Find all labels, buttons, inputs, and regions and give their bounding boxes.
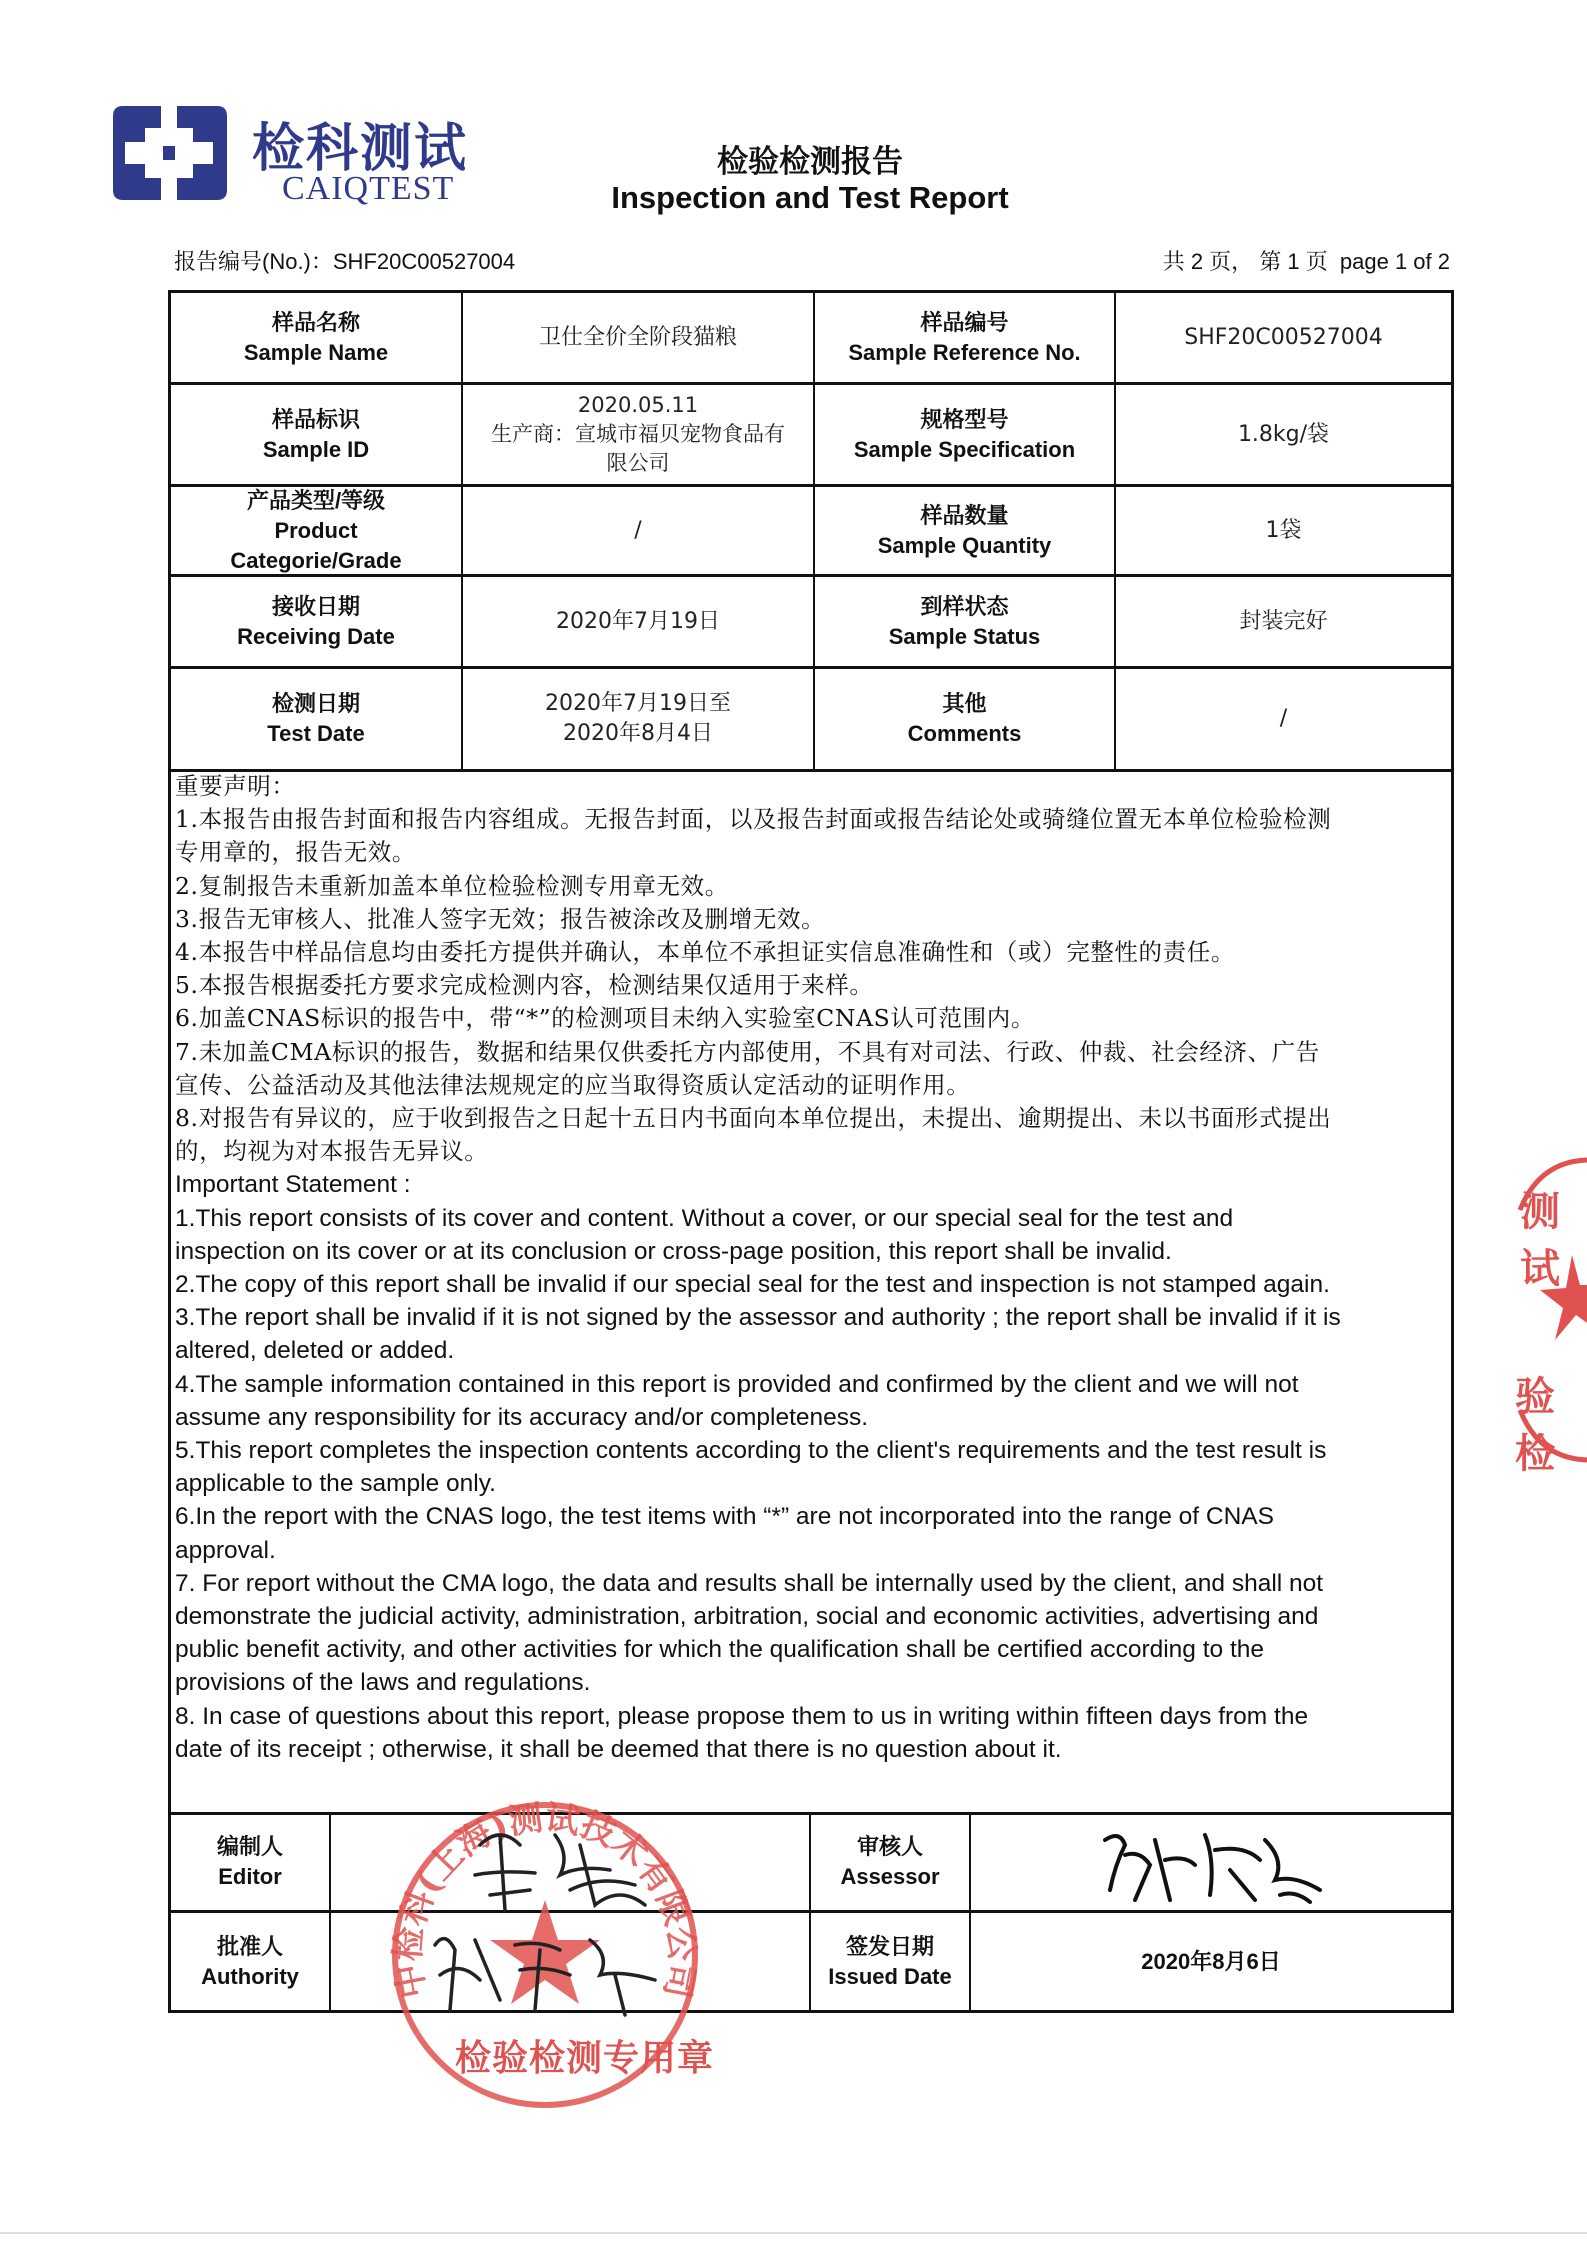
statement-line-en: provisions of the laws and regulations.: [175, 1669, 591, 1697]
sample-name-value: 卫仕全价全阶段猫粮: [463, 293, 815, 385]
sample-ref-label-en: Sample Reference No.: [848, 339, 1081, 365]
issued-date-label-cn: 签发日期: [845, 1933, 934, 1959]
sample-info-table: [168, 290, 1454, 772]
sample-id-value: [463, 385, 815, 487]
comments-label-cn: 其他: [942, 691, 987, 716]
brand-name-cn: 检科测试: [252, 118, 469, 179]
category-label-en-cont: Categorie/Grade: [230, 547, 402, 573]
authority-label-cn: 批准人: [216, 1933, 283, 1959]
category-value: /: [463, 487, 815, 577]
statement-line-en: 2.The copy of this report shall be invalid if our special seal for the test and inspection is not stamped again.: [175, 1271, 1330, 1299]
seal-ring-text: 中检科(上海)测试技术有限公司: [388, 1798, 702, 2002]
sample-id-manufacturer-cont: 限公司: [606, 451, 670, 475]
report-title-en: Inspection and Test Report: [611, 180, 1009, 215]
issued-date-label-en: Issued Date: [828, 1963, 952, 1989]
statement-line-en: approval.: [175, 1536, 276, 1564]
statement-line: 4.本报告中样品信息均由委托方提供并确认，本单位不承担证实信息准确性和（或）完整性的责任。: [175, 938, 1235, 967]
statement-line-en: date of its receipt ; otherwise, it shall be deemed that there is no question about it.: [175, 1735, 1062, 1763]
sample-id-label-cn: 样品标识: [271, 406, 360, 432]
statement-line-en: 3.The report shall be invalid if it is not signed by the assessor and authority ; the report shall be invalid if it is: [175, 1304, 1341, 1332]
statement-line: 宣传、公益活动及其他法律法规规定的应当取得资质认定活动的证明作用。: [175, 1070, 971, 1099]
statement-line: 8.对报告有异议的，应于收到报告之日起十五日内书面向本单位提出，未提出、逾期提出、未以书面形式提出: [175, 1104, 1332, 1133]
statement-line-en: inspection on its cover or at its conclusion or cross-page position, this report shall be invalid.: [175, 1237, 1172, 1265]
authority-label: [171, 1913, 331, 2010]
statement-line-en: 4.The sample information contained in this report is provided and confirmed by the client and we will not: [175, 1370, 1299, 1398]
sample-ref-label-cn: 样品编号: [920, 309, 1009, 335]
editor-label: [171, 1813, 331, 1913]
comments-label: [815, 669, 1116, 769]
category-label: [171, 487, 463, 577]
statement-line-en: public benefit activity, and other activities for which the qualification shall be certified according to the: [175, 1636, 1265, 1664]
statement-line-en: Important Statement :: [175, 1171, 411, 1199]
sample-status-label-en: Sample Status: [888, 623, 1041, 649]
statement-line: 5.本报告根据委托方要求完成检测内容，检测结果仅适用于来样。: [175, 971, 874, 1000]
test-date-label-cn: 检测日期: [271, 691, 360, 716]
test-date-value: [463, 669, 815, 769]
spec-label-en: Sample Specification: [853, 436, 1076, 462]
spec-label: [815, 385, 1116, 487]
sample-id-manufacturer: 生产商：宣城市福贝宠物食品有: [491, 422, 785, 446]
sample-name-label-en: Sample Name: [243, 339, 389, 365]
receiving-date-label-en: Receiving Date: [237, 623, 395, 649]
statement-line-en: 1.This report consists of its cover and content. Without a cover, or our special seal for the test and: [175, 1204, 1234, 1232]
statement-line-en: altered, deleted or added.: [175, 1337, 455, 1365]
sample-status-value: 封装完好: [1116, 577, 1451, 669]
page-indicator: [1157, 245, 1450, 276]
statement-line-en: 5.This report completes the inspection contents according to the client's requirements and the test result is: [175, 1437, 1327, 1465]
quantity-label-cn: 样品数量: [920, 502, 1009, 528]
comments-label-en: Comments: [907, 721, 1022, 746]
edge-seal-text-bottom: 验检: [1515, 1373, 1555, 1477]
quantity-label-en: Sample Quantity: [877, 532, 1052, 558]
statement-line: 2.复制报告未重新加盖本单位检验检测专用章无效。: [175, 871, 729, 900]
authority-label-en: Authority: [201, 1963, 299, 1989]
receiving-date-label-cn: 接收日期: [271, 593, 360, 619]
spec-label-cn: 规格型号: [920, 406, 1009, 432]
editor-label-en: Editor: [218, 1863, 282, 1889]
quantity-value: 1袋: [1116, 487, 1451, 577]
statement-line-en: assume any responsibility for its accuracy and/or completeness.: [175, 1403, 869, 1431]
report-number: 报告编号(No.)：SHF20C00527004: [174, 249, 516, 274]
comments-value: /: [1279, 706, 1288, 731]
sample-ref-label: [815, 293, 1116, 385]
assessor-label-en: Assessor: [840, 1863, 940, 1889]
statement-line: 的，均视为对本报告无异议。: [175, 1137, 489, 1166]
assessor-label: [811, 1813, 971, 1913]
spec-value: 1.8kg/袋: [1116, 385, 1451, 487]
important-statement: [168, 770, 1454, 1815]
statement-line-en: 8. In case of questions about this report, please propose them to us in writing within fifteen days from the: [175, 1702, 1309, 1730]
statement-line: 1.本报告由报告封面和报告内容组成。无报告封面，以及报告封面或报告结论处或骑缝位置无本单位检验检测: [175, 805, 1332, 834]
statement-line: 7.未加盖CMA标识的报告，数据和结果仅供委托方内部使用，不具有对司法、行政、仲裁、社会经济、广告: [175, 1037, 1320, 1066]
seal-bottom-text: 检验检测专用章: [455, 2037, 715, 2079]
statement-line: 6.加盖CNAS标识的报告中，带“*”的检测项目未纳入实验室CNAS认可范围内。: [175, 1004, 1035, 1033]
assessor-label-cn: 审核人: [856, 1833, 923, 1859]
test-date-label: [171, 669, 463, 769]
test-date-label-en: Test Date: [267, 721, 365, 746]
issued-date-label: [811, 1913, 971, 2010]
sample-id-date: 2020.05.11: [577, 393, 699, 417]
report-title-cn: 检验检测报告: [717, 144, 903, 180]
authority-signature-icon: [420, 1920, 670, 2020]
quantity-label: [815, 487, 1116, 577]
test-date-start: 2020年7月19日至: [545, 691, 731, 716]
sample-status-label-cn: 到样状态: [920, 593, 1009, 619]
sample-id-label-en: Sample ID: [262, 436, 370, 462]
receiving-date-label: [171, 577, 463, 669]
test-date-end: 2020年8月4日: [563, 721, 713, 746]
statement-line-en: 7. For report without the CMA logo, the data and results shall be internally used by the client, and shall not: [175, 1569, 1324, 1597]
edge-seal-fragment: [1500, 1150, 1587, 1477]
category-label-cn: 产品类型/等级: [246, 487, 386, 513]
sample-id-label: [171, 385, 463, 487]
sample-ref-value: SHF20C00527004: [1116, 293, 1451, 385]
sample-name-label-cn: 样品名称: [271, 309, 360, 335]
statement-line-en: demonstrate the judicial activity, administration, arbitration, social and economic activities, advertising and: [175, 1603, 1319, 1631]
assessor-signature-icon: [1095, 1820, 1325, 1910]
sample-name-label: [171, 293, 463, 385]
statement-line-en: 6.In the report with the CNAS logo, the test items with “*” are not incorporated into the range of CNAS: [175, 1503, 1274, 1531]
edge-seal-text-top: 测试: [1520, 1188, 1560, 1292]
statement-line: 3.报告无审核人、批准人签字无效；报告被涂改及删增无效。: [175, 904, 826, 933]
receiving-date-value: 2020年7月19日: [463, 577, 815, 669]
category-label-en: Product: [274, 517, 358, 543]
statement-line: 重要声明：: [175, 772, 296, 800]
footer-divider: [0, 2232, 1587, 2234]
page-indicator-en: page 1 of 2: [1339, 249, 1450, 274]
page-indicator-cn: 共 2 页， 第 1 页: [1162, 249, 1328, 274]
sample-status-label: [815, 577, 1116, 669]
editor-label-cn: 编制人: [216, 1833, 283, 1859]
statement-line: 专用章的，报告无效。: [175, 838, 416, 867]
brand-name-en: CAIQTEST: [282, 170, 455, 207]
issued-date-value: 2020年8月6日: [1141, 1948, 1281, 1974]
statement-line-en: applicable to the sample only.: [175, 1470, 496, 1498]
editor-signature-icon: [460, 1815, 660, 1925]
